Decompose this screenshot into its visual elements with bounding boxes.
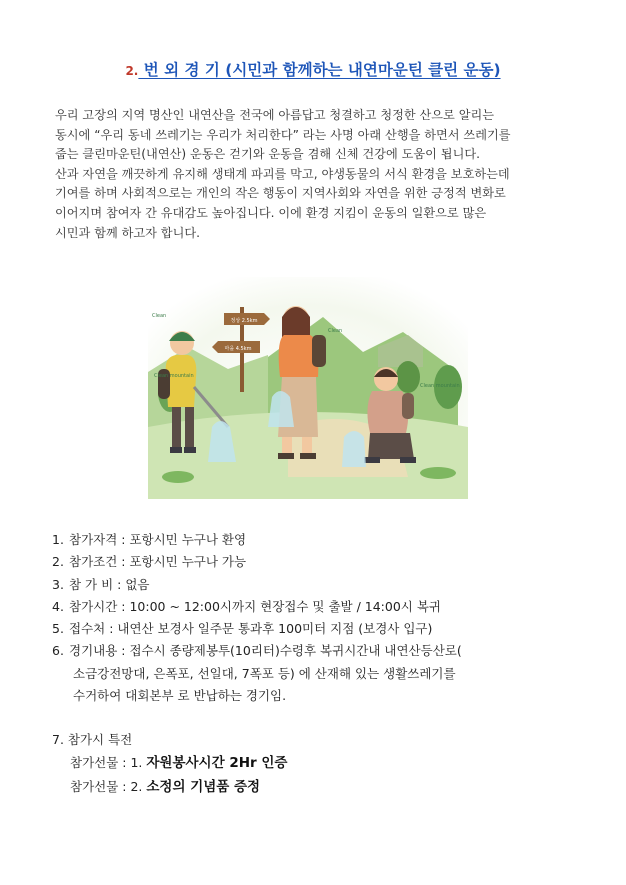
perk-value: 자원봉사시간 2Hr 인증	[146, 755, 288, 771]
perk-item	[70, 751, 287, 771]
intro-line: 우리 고장의 지역 명산인 내연산을 전국에 아름답고 청결하고 청정한 산으로 알리는	[55, 108, 495, 122]
tree-shape	[396, 361, 420, 393]
item-text: 경기내용 : 접수시 종량제봉투(10리터)수령후 복귀시간내 내연산등산로(	[69, 643, 462, 659]
item-text: 참가자격 : 포항시민 누구나 환영	[69, 532, 247, 547]
item-number: 5.	[52, 621, 64, 637]
clean-mountain-illustration	[148, 277, 468, 499]
item-text: 참 가 비 : 없음	[69, 576, 150, 592]
item-text: 참가시간 : 10:00 ~ 12:00시까지 현장접수 및 출발 / 14:00시 복귀	[69, 598, 441, 614]
leaf-shape	[162, 471, 194, 483]
intro-line: 산과 자연을 깨끗하게 유지해 생태계 파괴를 막고, 야생동물의 서식 환경을 보호하는데	[55, 166, 510, 181]
perk-label: 참가선물 : 2.	[70, 779, 143, 794]
item-number: 6.	[52, 643, 64, 659]
item-number: 2.	[52, 554, 64, 570]
list-item	[52, 618, 592, 640]
item-number: 4.	[52, 598, 64, 614]
intro-line: 기여를 하며 사회적으로는 개인의 작은 행동이 지역사회와 자연을 위한 긍정적 변화로	[55, 186, 506, 201]
item-number: 3.	[52, 576, 64, 592]
section-number: 2.	[125, 64, 139, 78]
sign-bottom-text: 마을 4.5km	[224, 346, 252, 352]
info-list	[52, 529, 592, 707]
intro-line: 시민과 함께 하고자 합니다.	[55, 225, 201, 240]
section-title: 번 외 경 기 (시민과 함께하는 내연마운틴 클린 운동)	[138, 61, 501, 79]
list-item	[52, 551, 592, 573]
perks-heading: 7. 참가시 특전	[52, 732, 133, 747]
list-item	[52, 640, 592, 662]
item-number: 1.	[52, 532, 64, 547]
item-text: 참가조건 : 포항시민 누구나 가능	[69, 554, 247, 570]
perk-value: 소정의 기념품 증정	[146, 779, 261, 795]
bag-text: Clean mountain	[420, 383, 460, 389]
item-continuation: 소금강전망대, 은폭포, 선일대, 7폭포 등) 에 산재해 있는 생활쓰레기를	[73, 665, 456, 681]
list-item	[52, 574, 592, 596]
intro-line: 줍는 클린마운틴(내연산) 운동은 걷기와 운동을 겸해 신체 건강에 도움이 됩니다.	[55, 147, 480, 162]
sign-top-text: 정상 2.5km	[230, 318, 258, 324]
list-item	[52, 529, 592, 551]
item-continuation: 수거하여 대회본부 로 반납하는 경기임.	[73, 688, 287, 704]
intro-paragraph	[55, 106, 575, 243]
perk-item	[70, 775, 260, 795]
bag-text: Clean mountain	[154, 373, 194, 379]
item-text: 접수처 : 내연산 보경사 일주문 통과후 100미터 지점 (보경사 입구)	[69, 621, 433, 637]
shirt-text: Clean	[152, 313, 167, 319]
intro-line: 동시에 “우리 동네 쓰레기는 우리가 처리한다” 라는 사명 아래 산행을 하면서 쓰레기를	[55, 127, 511, 142]
list-item	[52, 596, 592, 618]
page-title	[0, 58, 626, 80]
intro-line: 이어지며 참여자 간 유대감도 높아집니다. 이에 환경 지킴이 운동의 일환으로 많은	[55, 205, 487, 220]
leaf-shape	[420, 467, 456, 479]
shirt-text: Clean	[328, 328, 343, 334]
perk-label: 참가선물 : 1.	[70, 755, 143, 770]
